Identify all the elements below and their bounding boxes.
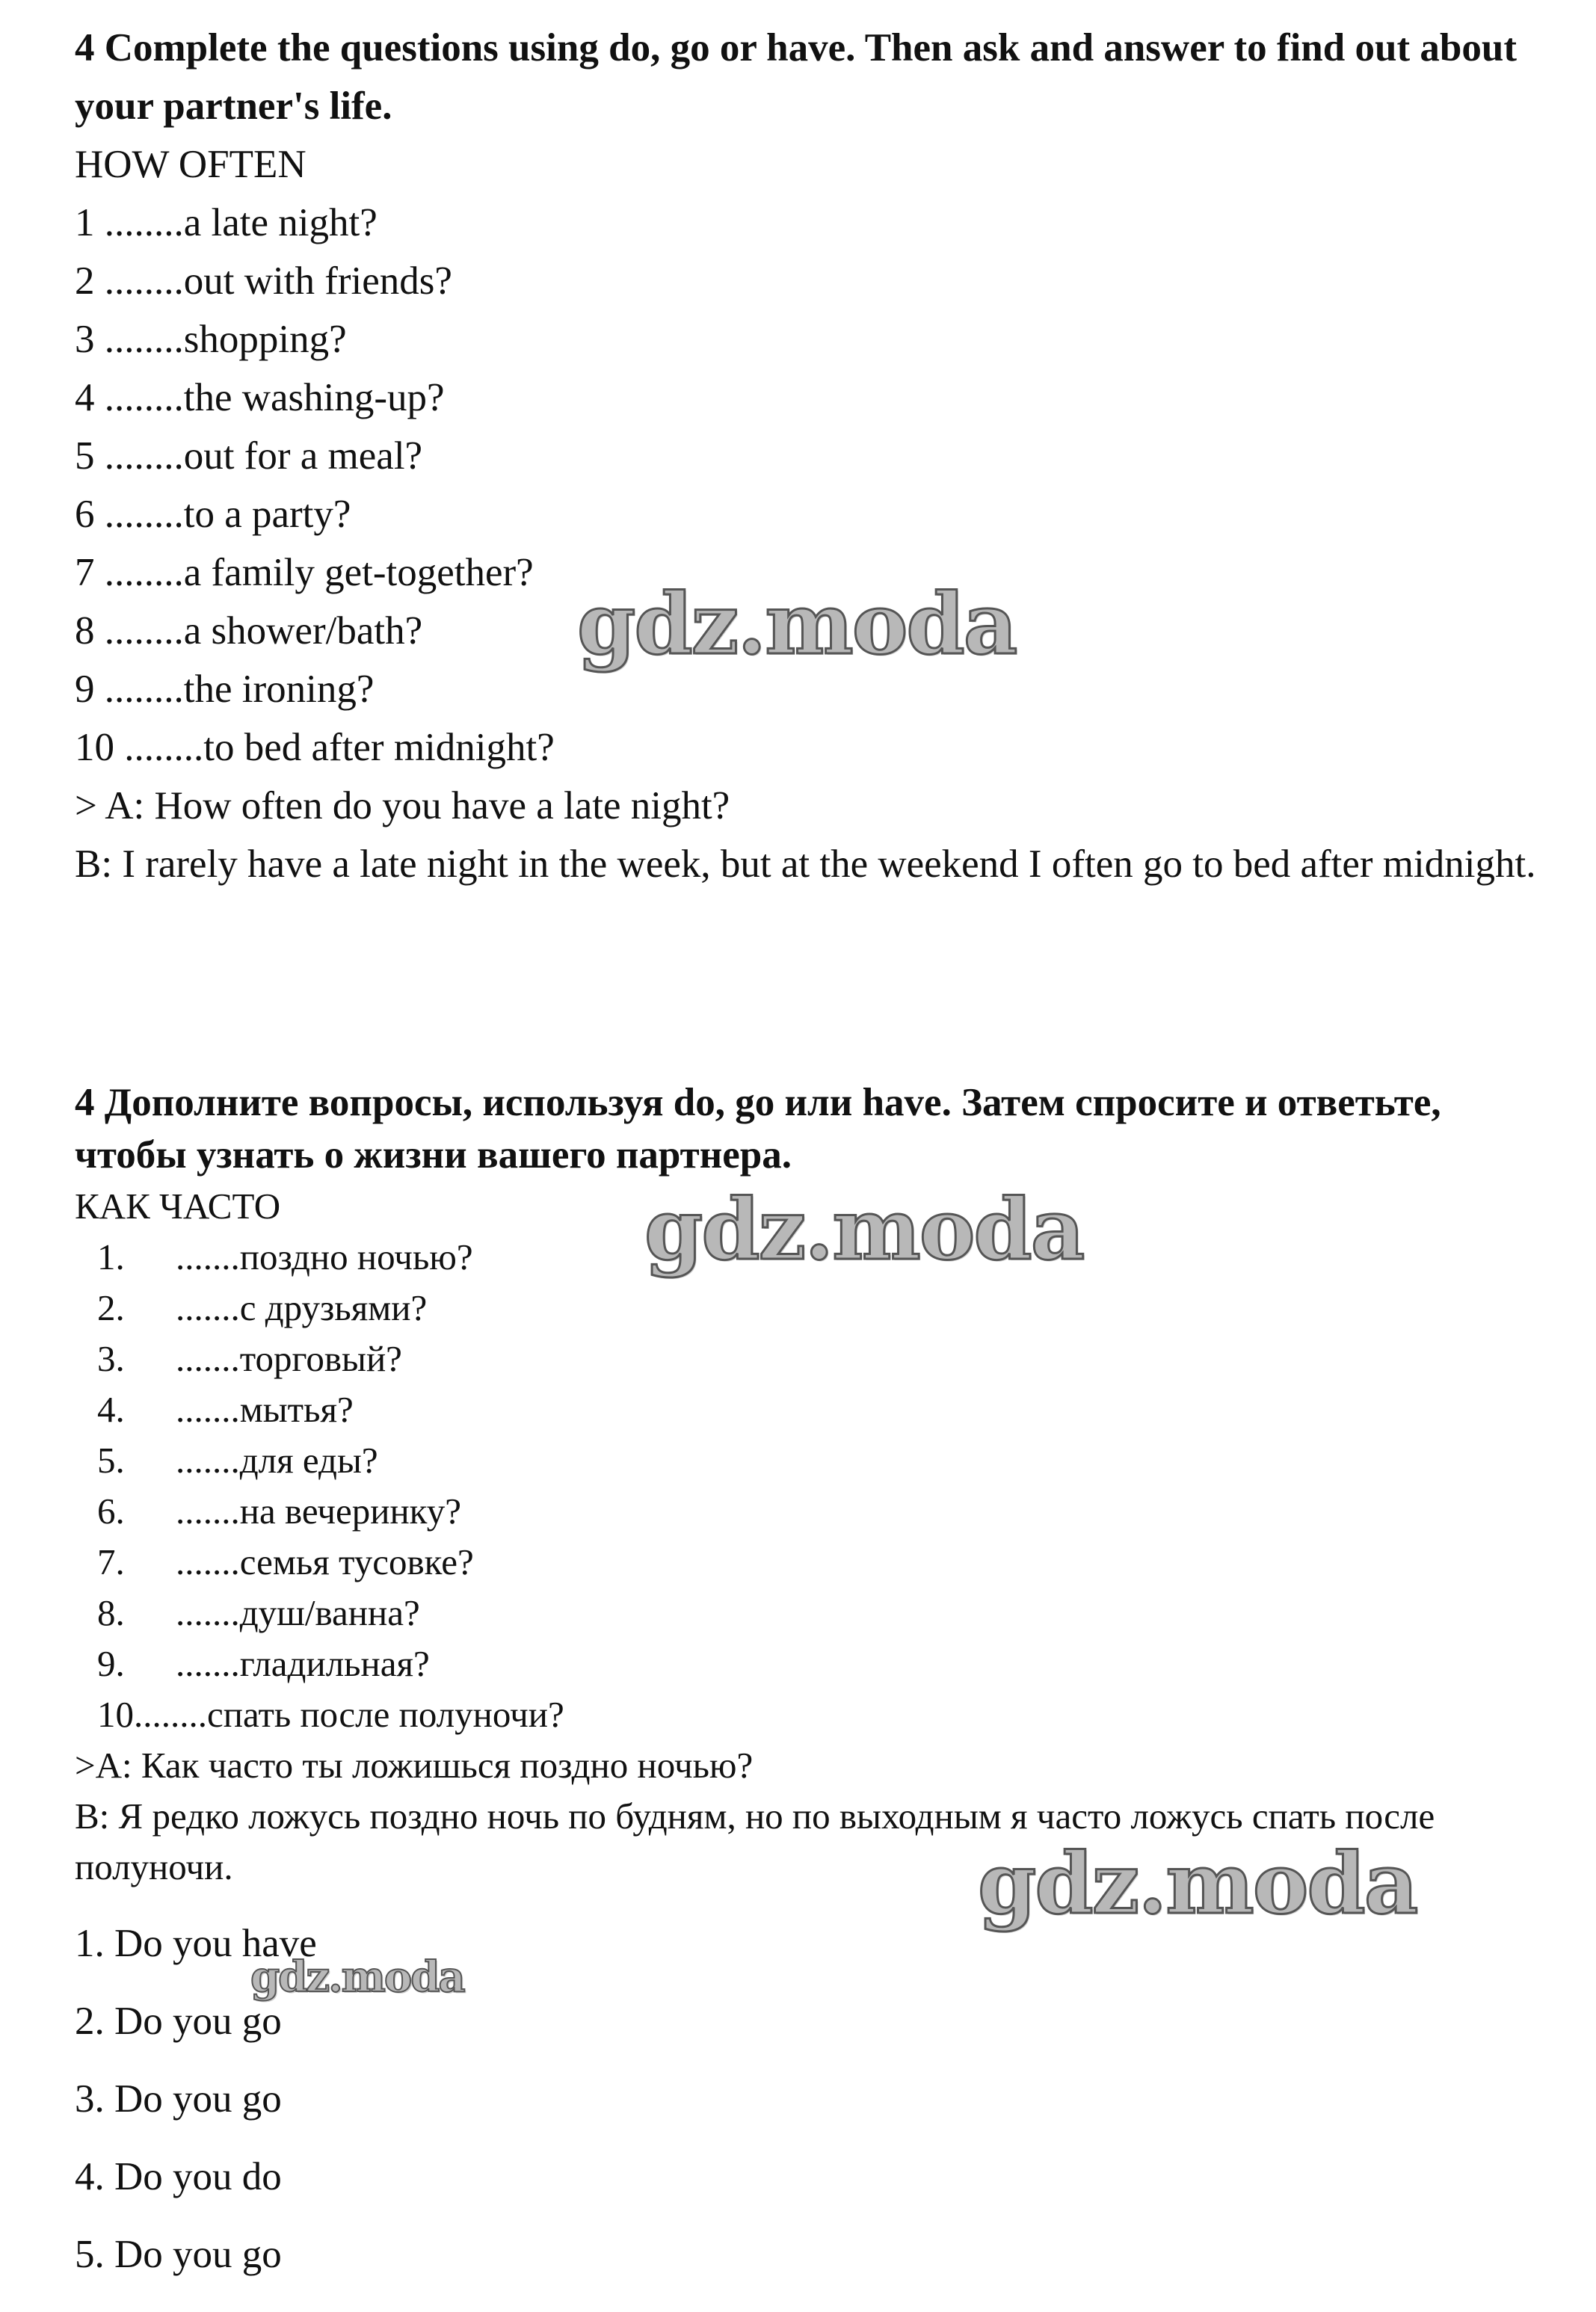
item-text: .......семья тусовке? (176, 1541, 474, 1582)
question-item: 4 ........the washing-up? (75, 376, 445, 419)
question-item: 9 ........the ironing? (75, 668, 375, 711)
question-item: 3 ........shopping? (75, 318, 347, 361)
item-number: 8. (97, 1592, 125, 1633)
item-number: 5. (97, 1440, 125, 1481)
item-number: 10. (97, 1694, 144, 1735)
list-item (97, 1588, 1540, 1639)
list-item (97, 1537, 1540, 1588)
item-number: 7. (97, 1541, 125, 1582)
question-item: 10 ........to bed after midnight? (75, 726, 555, 769)
russian-question-list (75, 1232, 1540, 1740)
exercise-heading-en: 4 Complete the questions using do, go or have. Then ask and answer to find out about your partner's life. (75, 26, 1517, 128)
list-item (97, 1689, 1540, 1740)
watermark-logo: gdz.moda (577, 576, 1017, 673)
item-number: 9. (97, 1643, 125, 1684)
example-question-ru: >А: Как часто ты ложишься поздно ночью? (75, 1745, 754, 1786)
subheading-en: HOW OFTEN (75, 143, 306, 186)
question-item: 7 ........a family get-together? (75, 551, 534, 594)
list-item (97, 1334, 1540, 1384)
item-text: .......для еды? (176, 1440, 378, 1481)
example-answer-ru: В: Я редко ложусь поздно ночь по будням, но по выходным я часто ложусь спать после полуночи. (75, 1795, 1435, 1887)
subheading-ru: КАК ЧАСТО (75, 1186, 281, 1227)
item-text: .......с друзьями? (176, 1287, 428, 1328)
english-exercise (75, 19, 1540, 893)
answer-item: 4. Do you do (75, 2155, 282, 2198)
item-number: 2. (97, 1287, 125, 1328)
question-item: 6 ........to a party? (75, 493, 351, 536)
answer-item: 3. Do you go (75, 2077, 282, 2121)
answer-item: 5. Do you go (75, 2233, 282, 2276)
answer-item: 1. Do you have (75, 1922, 317, 1965)
item-number: 4. (97, 1389, 125, 1430)
list-item (97, 1384, 1540, 1435)
watermark-logo: gdz.moda (978, 1835, 1417, 1933)
answer-item: 2. Do you go (75, 2000, 282, 2043)
item-text: .......торговый? (176, 1338, 402, 1379)
list-item (97, 1486, 1540, 1537)
item-text: .......поздно ночью? (176, 1236, 473, 1277)
question-item: 8 ........a shower/bath? (75, 609, 423, 653)
exercise-heading-ru: 4 Дополните вопросы, используя do, go или have. Затем спросите и ответьте, чтобы узнать о жизни вашего партнера. (75, 1081, 1441, 1177)
watermark-logo: gdz.moda (250, 1952, 464, 2002)
question-item: 2 ........out with friends? (75, 259, 452, 303)
example-answer: B: I rarely have a late night in the week, but at the weekend I often go to bed after midnight. (75, 842, 1536, 886)
list-item (97, 1283, 1540, 1334)
item-text: .......мытья? (176, 1389, 354, 1430)
list-item (97, 1639, 1540, 1689)
question-item: 5 ........out for a meal? (75, 434, 423, 478)
list-item (97, 1435, 1540, 1486)
item-number: 6. (97, 1491, 125, 1532)
item-text: .......спать после полуночи? (143, 1694, 564, 1735)
question-item: 1 ........a late night? (75, 201, 378, 244)
watermark-logo: gdz.moda (644, 1181, 1084, 1279)
item-text: .......на вечеринку? (176, 1491, 462, 1532)
item-number: 1. (97, 1236, 125, 1277)
item-text: .......гладильная? (176, 1643, 430, 1684)
example-question: > A: How often do you have a late night? (75, 784, 730, 827)
item-number: 3. (97, 1338, 125, 1379)
item-text: .......душ/ванна? (176, 1592, 420, 1633)
